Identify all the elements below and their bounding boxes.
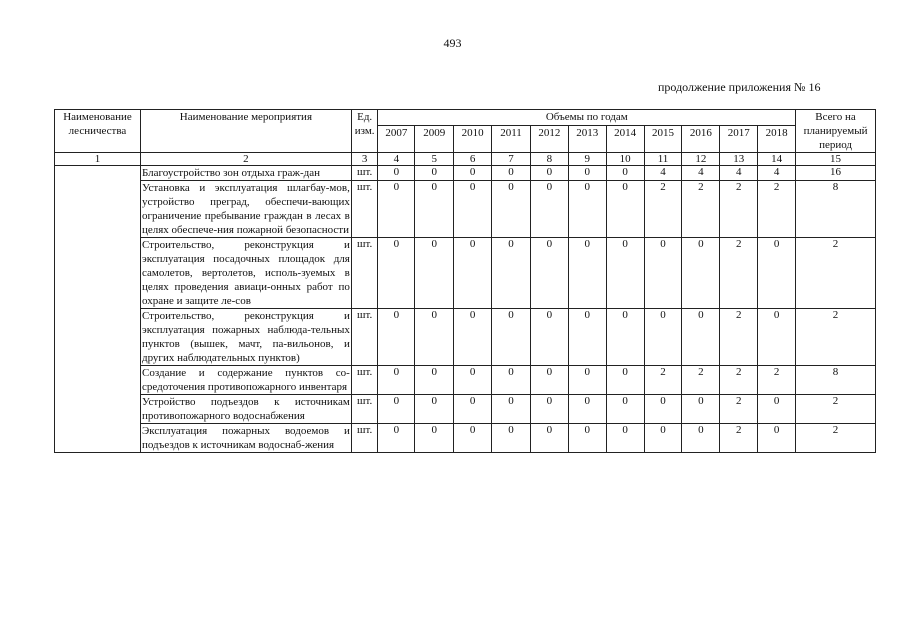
year-value: 0 (606, 166, 644, 181)
year-value: 0 (606, 424, 644, 453)
total-value: 16 (796, 166, 876, 181)
column-index: 2 (140, 153, 351, 166)
year-value: 4 (682, 166, 720, 181)
year-value: 0 (682, 238, 720, 309)
year-value: 0 (530, 309, 568, 366)
header-unit: Ед. изм. (351, 110, 378, 153)
year-value: 0 (530, 166, 568, 181)
column-index: 14 (758, 153, 796, 166)
table-row (55, 309, 876, 366)
year-value: 0 (758, 238, 796, 309)
year-value: 0 (644, 238, 682, 309)
column-index: 11 (644, 153, 682, 166)
year-value: 2 (720, 181, 758, 238)
table-row (55, 424, 876, 453)
table-row (55, 166, 876, 181)
year-value: 0 (454, 424, 492, 453)
year-value: 4 (720, 166, 758, 181)
year-value: 0 (415, 366, 454, 395)
column-index: 13 (720, 153, 758, 166)
year-value: 2 (720, 424, 758, 453)
forestry-cell (55, 166, 141, 453)
year-value: 0 (606, 366, 644, 395)
year-value: 0 (682, 395, 720, 424)
year-value: 0 (492, 424, 531, 453)
table-row (55, 366, 876, 395)
year-value: 0 (568, 395, 606, 424)
header-forestry: Наименование лесничества (55, 110, 141, 153)
measure-name: Строительство, реконструкция и эксплуатация посадочных площадок для самолетов, вертолетов, исполь-зуемых в целях проведения авиаци-онных работ по охране и защите ле-сов (141, 239, 350, 307)
year-value: 0 (378, 366, 415, 395)
page-number: 493 (443, 36, 462, 50)
year-value: 0 (492, 309, 531, 366)
year-value: 0 (568, 166, 606, 181)
year-value: 2 (758, 366, 796, 395)
continuation-note: продолжение приложения № 16 (658, 80, 821, 94)
year-value: 0 (492, 238, 531, 309)
year-value: 0 (454, 238, 492, 309)
table-row (55, 395, 876, 424)
header-year: 2009 (415, 126, 454, 153)
year-value: 0 (606, 181, 644, 238)
measure-name: Установка и эксплуатация шлагбау-мов, устройство преград, обеспечи-вающих ограничение пребывание граждан в лесах в целях обеспече-ния пожарной безопасности (141, 182, 350, 236)
measure-name: Создание и содержание пунктов со-средоточения противопожарного инвентаря (141, 367, 350, 393)
header-year: 2016 (682, 126, 720, 153)
column-index: 12 (682, 153, 720, 166)
year-value: 0 (530, 366, 568, 395)
year-value: 0 (568, 238, 606, 309)
column-index: 15 (796, 153, 876, 166)
year-value: 0 (378, 395, 415, 424)
header-year: 2007 (378, 126, 415, 153)
year-value: 0 (530, 424, 568, 453)
measure-name: Эксплуатация пожарных водоемов и подъездов к источникам водоснаб-жения (141, 425, 350, 451)
unit-cell: шт. (351, 238, 378, 309)
header-total: Всего на планируемый период (796, 110, 876, 153)
unit-cell: шт. (351, 395, 378, 424)
year-value: 2 (720, 366, 758, 395)
header-year: 2013 (568, 126, 606, 153)
year-value: 0 (758, 309, 796, 366)
year-value: 0 (644, 395, 682, 424)
year-value: 0 (378, 424, 415, 453)
total-value: 8 (796, 181, 876, 238)
year-value: 2 (758, 181, 796, 238)
year-value: 0 (415, 395, 454, 424)
year-value: 0 (606, 309, 644, 366)
year-value: 2 (644, 181, 682, 238)
column-index: 5 (415, 153, 454, 166)
year-value: 2 (682, 181, 720, 238)
year-value: 0 (492, 395, 531, 424)
year-value: 0 (454, 181, 492, 238)
unit-cell: шт. (351, 366, 378, 395)
total-value: 8 (796, 366, 876, 395)
year-value: 0 (758, 424, 796, 453)
year-value: 0 (378, 309, 415, 366)
unit-cell: шт. (351, 309, 378, 366)
column-index: 9 (568, 153, 606, 166)
year-value: 0 (378, 181, 415, 238)
header-year: 2014 (606, 126, 644, 153)
year-value: 0 (606, 395, 644, 424)
table-row (55, 238, 876, 309)
header-year: 2010 (454, 126, 492, 153)
column-index: 10 (606, 153, 644, 166)
header-year: 2015 (644, 126, 682, 153)
header-year: 2017 (720, 126, 758, 153)
year-value: 0 (530, 395, 568, 424)
year-value: 0 (568, 181, 606, 238)
column-index: 1 (55, 153, 141, 166)
unit-cell: шт. (351, 181, 378, 238)
year-value: 0 (568, 309, 606, 366)
total-value: 2 (796, 309, 876, 366)
header-year: 2011 (492, 126, 531, 153)
year-value: 0 (454, 366, 492, 395)
year-value: 2 (644, 366, 682, 395)
year-value: 0 (492, 166, 531, 181)
year-value: 2 (682, 366, 720, 395)
total-value: 2 (796, 395, 876, 424)
year-value: 0 (682, 424, 720, 453)
year-value: 2 (720, 395, 758, 424)
header-volumes: Объемы по годам (378, 110, 796, 126)
table-row (55, 181, 876, 238)
measure-name: Устройство подъездов к источникам противопожарного водоснабжения (141, 396, 350, 422)
year-value: 0 (415, 181, 454, 238)
year-value: 0 (454, 309, 492, 366)
column-index: 6 (454, 153, 492, 166)
header-year: 2012 (530, 126, 568, 153)
year-value: 0 (378, 238, 415, 309)
total-value: 2 (796, 238, 876, 309)
year-value: 0 (530, 181, 568, 238)
year-value: 0 (454, 166, 492, 181)
year-value: 0 (378, 166, 415, 181)
year-value: 4 (644, 166, 682, 181)
year-value: 0 (568, 424, 606, 453)
year-value: 0 (415, 166, 454, 181)
year-value: 0 (530, 238, 568, 309)
total-value: 2 (796, 424, 876, 453)
year-value: 4 (758, 166, 796, 181)
header-year: 2018 (758, 126, 796, 153)
column-index: 8 (530, 153, 568, 166)
year-value: 2 (720, 238, 758, 309)
year-value: 0 (415, 238, 454, 309)
table-body (55, 166, 876, 453)
column-index: 4 (378, 153, 415, 166)
year-value: 0 (568, 366, 606, 395)
year-value: 0 (415, 424, 454, 453)
year-value: 0 (606, 238, 644, 309)
year-value: 0 (682, 309, 720, 366)
year-value: 0 (644, 424, 682, 453)
year-value: 0 (758, 395, 796, 424)
measure-name: Благоустройство зон отдыха граж-дан (140, 166, 351, 181)
column-index: 7 (492, 153, 531, 166)
unit-cell: шт. (351, 424, 378, 453)
column-index-row (55, 153, 876, 166)
year-value: 2 (720, 309, 758, 366)
year-value: 0 (454, 395, 492, 424)
unit-cell: шт. (351, 166, 378, 181)
measure-name: Строительство, реконструкция и эксплуатация пожарных наблюда-тельных пунктов (вышек, мачт, па-вильонов, и других наблюдательных пунктов) (141, 310, 350, 364)
column-index: 3 (351, 153, 378, 166)
year-value: 0 (492, 366, 531, 395)
year-value: 0 (415, 309, 454, 366)
year-value: 0 (492, 181, 531, 238)
header-measure-name: Наименование мероприятия (140, 110, 351, 153)
year-value: 0 (644, 309, 682, 366)
fire-measures-table (54, 109, 876, 453)
